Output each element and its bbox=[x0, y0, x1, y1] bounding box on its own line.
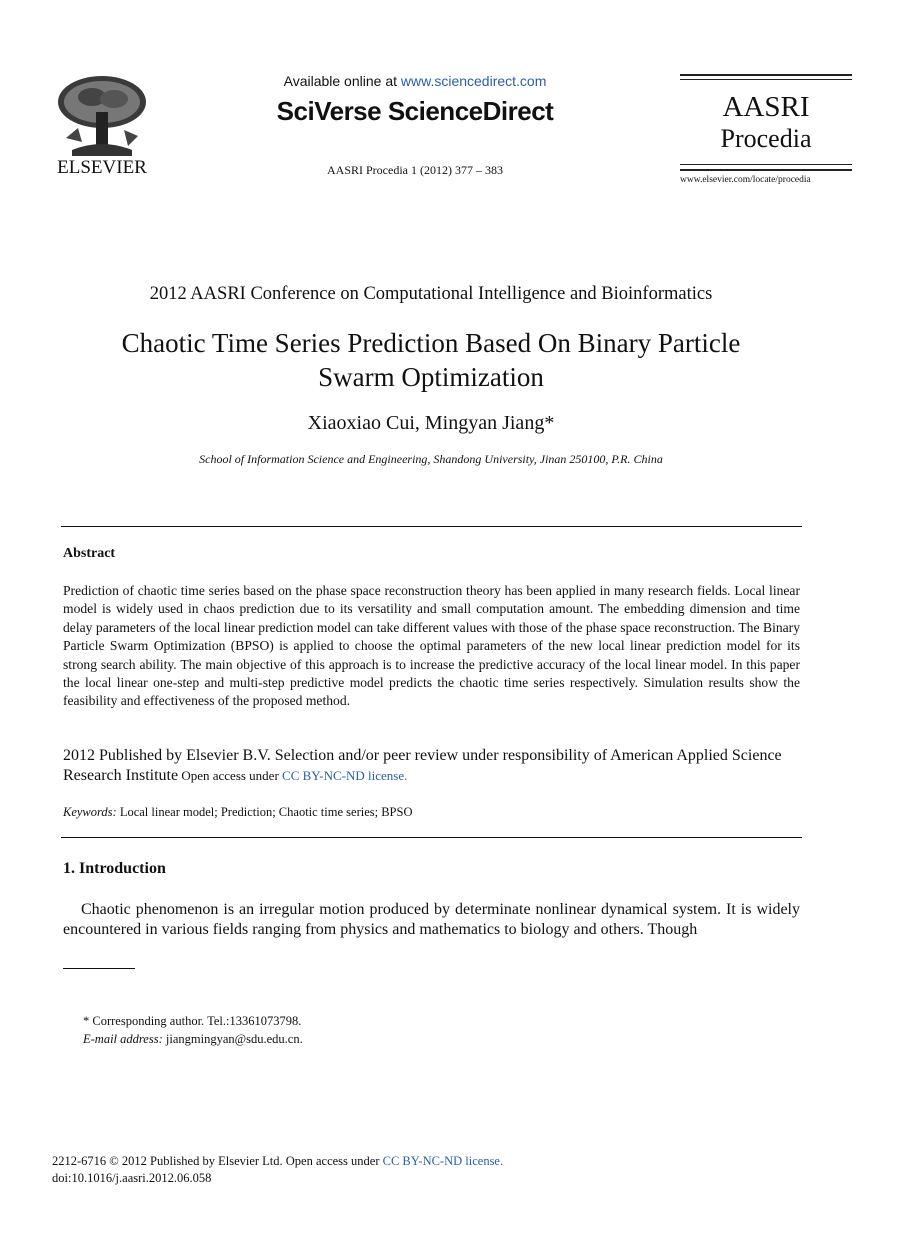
author-list: Xiaoxiao Cui, Mingyan Jiang* bbox=[307, 412, 555, 434]
journal-name-procedia: Procedia bbox=[720, 124, 812, 153]
license-link[interactable]: CC BY-NC-ND license. bbox=[282, 768, 408, 783]
footer-license-link[interactable]: CC BY-NC-ND license. bbox=[382, 1154, 504, 1168]
doi[interactable]: doi:10.1016/j.aasri.2012.06.058 bbox=[52, 1171, 212, 1185]
footnote bbox=[83, 1012, 683, 1048]
sciencedirect-link[interactable]: www.sciencedirect.com bbox=[400, 73, 547, 89]
section-heading-introduction: 1. Introduction bbox=[63, 860, 166, 877]
article-title bbox=[60, 326, 802, 394]
email-note bbox=[83, 1030, 683, 1048]
article-title-line2: Swarm Optimization bbox=[318, 362, 544, 392]
email-address[interactable]: jiangmingyan@sdu.edu.cn. bbox=[162, 1032, 303, 1046]
available-online-line bbox=[240, 73, 590, 89]
journal-name-aasri: AASRI bbox=[722, 91, 810, 123]
abstract-heading: Abstract bbox=[63, 546, 116, 561]
copyright-line bbox=[52, 1153, 752, 1170]
open-access-prefix: Open access under bbox=[178, 768, 283, 783]
keywords-line bbox=[63, 805, 800, 820]
keywords-label: Keywords: bbox=[63, 805, 117, 819]
copyright-text: 2212-6716 © 2012 Published by Elsevier Ltd. Open access under bbox=[52, 1154, 383, 1168]
masthead-rule-top-thin bbox=[680, 79, 852, 80]
sciverse-sciencedirect-logo: SciVerse ScienceDirect bbox=[276, 96, 554, 126]
introduction-paragraph: Chaotic phenomenon is an irregular motion produced by determinate nonlinear dynamical system. It is widely encountered in various fields ranging from physics and mathematics to biology and others. Though bbox=[63, 901, 800, 938]
conference-name: 2012 AASRI Conference on Computational Intelligence and Bioinformatics bbox=[149, 284, 713, 304]
email-label: E-mail address: bbox=[83, 1032, 163, 1046]
elsevier-wordmark: ELSEVIER bbox=[57, 157, 147, 178]
publication-statement bbox=[63, 746, 800, 786]
journal-masthead bbox=[680, 74, 852, 172]
abstract-body: Prediction of chaotic time series based on the phase space reconstruction theory has been applied in many research fields. Local linear model is widely used in chaos prediction due to its versatility and small computation amount. The embedding dimension and time delay parameters of the local linear prediction model can take different values with those of the phase space reconstruction. The Binary Particle Swarm Optimization (BPSO) is applied to choose the optimal parameters of the new local linear prediction model for its strong search ability. The main objective of this approach is to increase the predictive accuracy of the local linear model. In this paper the local linear one-step and multi-step predictive model predicts the chaotic time series respectively. Simulation results show the feasibility and effectiveness of the proposed method. bbox=[63, 583, 800, 709]
author-affiliation: School of Information Science and Engineering, Shandong University, Jinan 250100, P.R. China bbox=[199, 452, 663, 466]
corresponding-author-note: * Corresponding author. Tel.:13361073798. bbox=[83, 1014, 302, 1028]
abstract-top-rule bbox=[61, 526, 802, 527]
keywords-list: Local linear model; Prediction; Chaotic time series; BPSO bbox=[116, 805, 413, 819]
journal-reference: AASRI Procedia 1 (2012) 377 – 383 bbox=[327, 163, 503, 177]
article-title-line1: Chaotic Time Series Prediction Based On Binary Particle bbox=[121, 328, 741, 358]
journal-url[interactable]: www.elsevier.com/locate/procedia bbox=[680, 175, 811, 185]
page-footer bbox=[52, 1153, 752, 1187]
abstract-bottom-rule bbox=[61, 837, 802, 838]
published-text: 2012 Published by Elsevier B.V. Selection and/or peer review under responsibility of American Applied Science Research Institute bbox=[63, 747, 782, 784]
footnote-rule bbox=[63, 968, 135, 969]
masthead-rule-top bbox=[680, 74, 852, 76]
masthead-rule-bottom-thin bbox=[680, 164, 852, 165]
available-prefix: Available online at bbox=[283, 73, 401, 89]
masthead-rule-bottom bbox=[680, 169, 852, 171]
